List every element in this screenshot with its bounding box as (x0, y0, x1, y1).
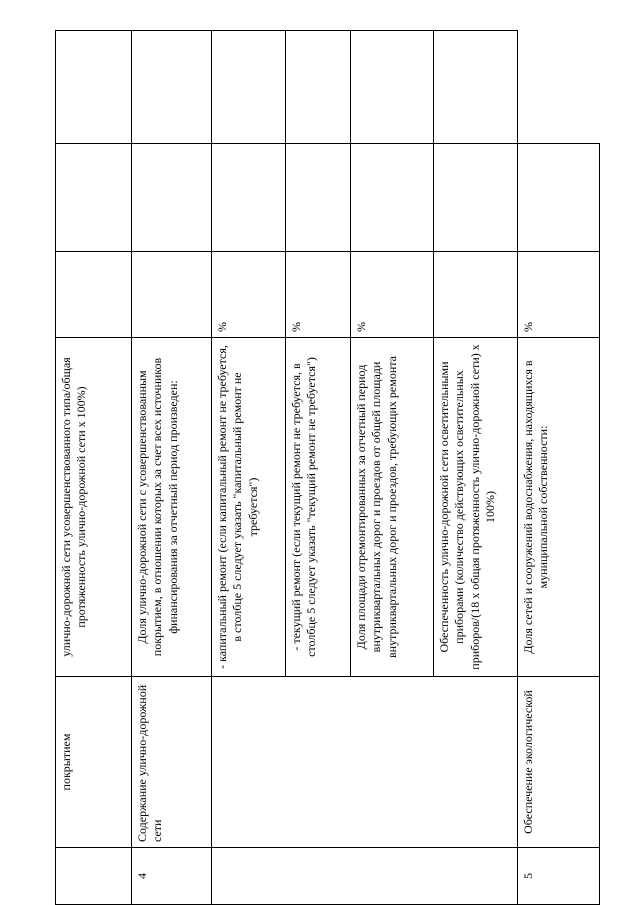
cell-unit (433, 251, 518, 338)
cell-indicator: Доля площади отремонтированных за отчетный период внутриквартальных дорог и проездов от общей площади внутриквартальных дорог и проездов, требующих ремонта (350, 337, 434, 677)
cell-indicator: - капитальный ремонт (если капитальный ремонт не требуется, в столбце 5 следует указать "капитальный ремонт не требуется") (211, 337, 286, 677)
cell-section: Обеспечение экологической (517, 676, 600, 848)
cell-value-1 (211, 143, 286, 252)
cell-value-2 (350, 30, 434, 144)
cell-section: Содержание улично-дорожной сети (131, 676, 212, 848)
cell-unit: % (211, 251, 286, 338)
cell-number-span (211, 847, 518, 905)
rotated-table (55, 30, 600, 905)
cell-section: покрытием (55, 676, 132, 848)
cell-value-1 (131, 143, 212, 252)
cell-value-1 (285, 143, 351, 252)
cell-value-1 (517, 143, 600, 252)
cell-value-1 (350, 143, 434, 252)
cell-section-span (211, 676, 518, 848)
cell-indicator: - текущий ремонт (если текущий ремонт не требуется, в столбце 5 следует указать "текущий ремонт не требуется") (285, 337, 351, 677)
cell-unit: % (517, 251, 600, 338)
cell-number: 4 (131, 847, 212, 905)
cell-value-2 (285, 30, 351, 144)
cell-value-2 (433, 30, 518, 144)
cell-unit: % (350, 251, 434, 338)
cell-unit (55, 251, 132, 338)
cell-indicator: Обеспеченность улично-дорожной сети осветительными приборами (количество действующих осветительных приборов/(18 х общая протяженность улично-дорожной сети) х 100%) (433, 337, 518, 677)
cell-unit: % (285, 251, 351, 338)
cell-number (55, 847, 132, 905)
cell-value-2 (131, 30, 212, 144)
cell-unit (131, 251, 212, 338)
cell-value-2 (55, 30, 132, 144)
cell-number: 5 (517, 847, 600, 905)
cell-value-2 (211, 30, 286, 144)
cell-value-1 (433, 143, 518, 252)
cell-indicator: Доля улично-дорожной сети с усовершенствованным покрытием, в отношении которых за счет всех источников финансирования за отчетный период произведен: (131, 337, 212, 677)
cell-indicator: улично-дорожной сети усовершенствованного типа/общая протяженность улично-дорожной сети х 100%) (55, 337, 132, 677)
cell-indicator: Доля сетей и сооружений водоснабжения, находящихся в муниципальной собственности: (517, 337, 600, 677)
cell-value-1 (55, 143, 132, 252)
